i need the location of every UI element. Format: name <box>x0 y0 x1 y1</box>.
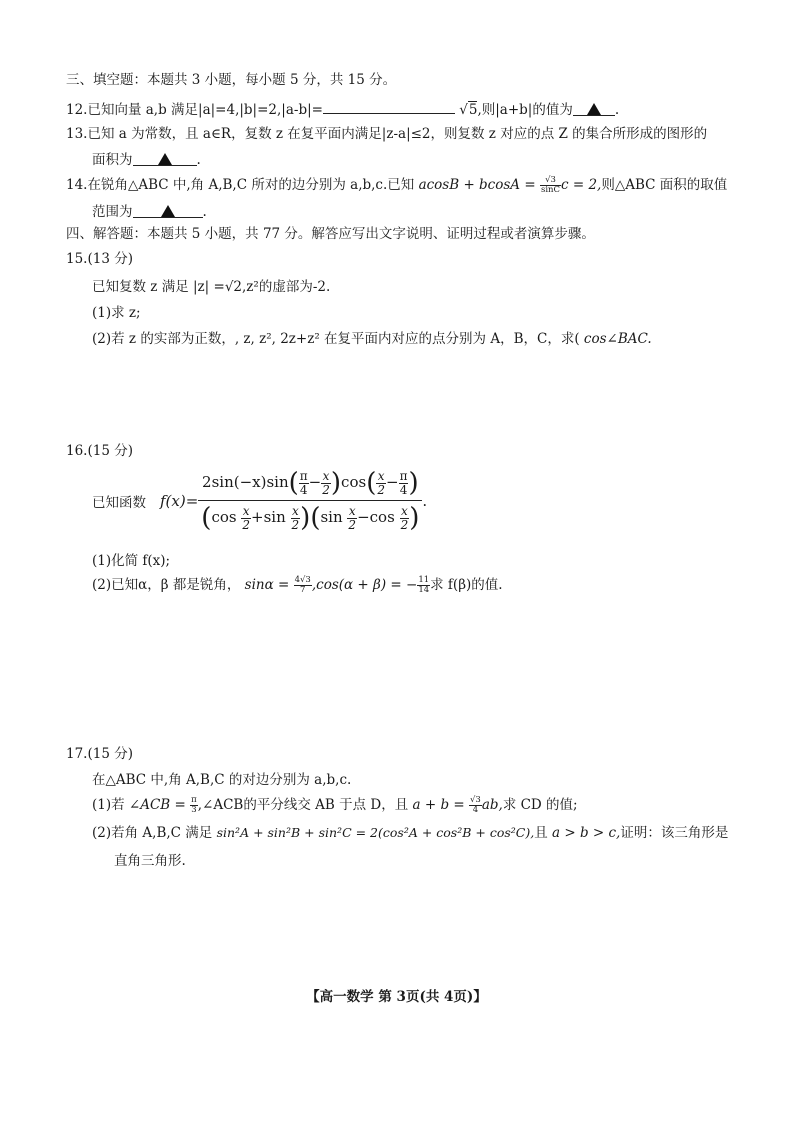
q16-cos-sum: ,cos(α + β) = − <box>311 577 418 593</box>
q16-four: 4 <box>299 482 308 497</box>
q17-frac-2-num: √3 <box>470 795 481 805</box>
q16-header: 16.(15 分) <box>66 443 133 459</box>
q16-two-2: 2 <box>377 482 385 497</box>
q12-end: . <box>614 102 620 118</box>
q13-line-1: 13.已知 a 为常数，且 a∈R，复数 z 在复平面内满足|z-a|≤2，则复数 z 对应的点 Z 的集合所形成的图形的 <box>66 126 708 142</box>
q14-answer-blank[interactable] <box>133 203 203 218</box>
q17-ab: ab, <box>481 797 503 813</box>
q16-part-1: (1)化简 f(x); <box>92 553 171 569</box>
q16-pi: π <box>299 468 308 483</box>
q16-end: . <box>422 491 428 510</box>
q15-part-2-formula: cos∠BAC. <box>583 331 652 347</box>
q14-fraction <box>540 176 561 195</box>
q15-part-2 <box>92 330 652 348</box>
q17-part-2-tail: 证明：该三角形是 <box>620 825 729 841</box>
q16-den-sin: sin <box>263 508 286 526</box>
q16-num-text: 2sin(−x)sin <box>202 473 289 491</box>
q16-x-6: x <box>400 503 408 518</box>
q16-fx: f(x)= <box>160 491 199 510</box>
q13-line-2 <box>92 151 201 169</box>
q16-den-sin-2: sin <box>320 508 343 526</box>
q16-minus: − <box>308 473 322 491</box>
q16-x-2: x <box>377 468 385 483</box>
q16-part-2-text: (2)已知α，β 都是锐角， <box>92 577 241 593</box>
q16-den-cos-2: cos <box>369 508 395 526</box>
q14-frac-num: √3 <box>540 176 561 186</box>
q14-line-2 <box>92 203 207 221</box>
q17-trig-equation: sin²A + sin²B + sin²C = 2(cos²A + cos²B + cos²C), <box>216 825 535 840</box>
q17-frac-1-num: π <box>191 795 197 805</box>
q16-minus-3: − <box>357 508 370 526</box>
q17-frac-2 <box>469 796 482 815</box>
q16-two-5: 2 <box>348 517 357 532</box>
q13-line-2-text: 面积为 <box>92 152 133 168</box>
q17-header: 17.(15 分) <box>66 746 133 762</box>
q16-frac-2 <box>417 576 430 595</box>
q17-angle-acb: ∠ACB = <box>128 797 186 813</box>
q16-minus-2: − <box>385 473 399 491</box>
q14-formula-left: acosB + bcosA = <box>418 177 536 193</box>
triangle-marker-icon <box>161 205 175 217</box>
section-4-title: 四、解答题：本题共 5 小题，共 77 分。解答应写出文字说明、证明过程或者演算步骤。 <box>66 226 595 242</box>
q15-stem-b: ,z²的虚部为-2. <box>242 279 331 295</box>
q16-x-4: x <box>291 503 299 518</box>
q12-lead: 12.已知向量 a,b 满足|a|=4,|b|=2,|a-b|= <box>66 102 323 118</box>
q17-part-1-mid: ,∠ACB的平分线交 AB 于点 D，且 <box>197 797 409 813</box>
q16-two: 2 <box>322 482 330 497</box>
q12-blank-1[interactable] <box>323 99 455 114</box>
q16-function <box>92 468 427 533</box>
q14-line-2-text: 范围为 <box>92 204 133 220</box>
q17-frac-1 <box>190 796 198 815</box>
q16-two-4: 2 <box>291 517 300 532</box>
q17-frac-2-den: 4 <box>472 805 479 815</box>
q16-frac-2-den: 14 <box>418 585 430 595</box>
q17-inequality: a > b > c, <box>552 825 621 841</box>
q12-answer-blank[interactable] <box>573 101 615 116</box>
q12-tail: ,则|a+b|的值为 <box>477 102 573 118</box>
q14-frac-den: sinC <box>540 185 561 195</box>
q13-answer-blank[interactable] <box>133 151 197 166</box>
q15-stem-a: 已知复数 z 满足 <box>92 279 189 295</box>
q17-part-2 <box>92 824 728 842</box>
q16-stem: 已知函数 <box>92 494 146 511</box>
q17-part-2-and: 且 <box>534 825 548 841</box>
q12-sqrt: √ <box>459 102 468 118</box>
q17-part-1-tail: 求 CD 的值; <box>502 797 578 813</box>
q16-x-5: x <box>348 503 356 518</box>
q16-x: x <box>322 468 330 483</box>
q16-num-cos: cos <box>341 473 367 491</box>
q14-lead: 14.在锐角△ABC 中,角 A,B,C 所对的边分别为 a,b,c.已知 <box>66 177 415 193</box>
q17-part-1 <box>92 792 578 818</box>
q16-denominator: (cos $\frac{x}{2}$ +sin $\frac{x}{2}$ )(sin $\frac{x}{2}$ −cos $\frac{x}{2}$ ) <box>201 503 420 533</box>
q14-formula-right: c = 2, <box>561 177 602 193</box>
q16-frac-1 <box>294 576 312 595</box>
q16-four-2: 4 <box>399 482 408 497</box>
q15-abs-z: |z| = <box>193 279 225 295</box>
q13-end: . <box>196 152 201 168</box>
q17-stem: 在△ABC 中,角 A,B,C 的对边分别为 a,b,c. <box>92 772 352 788</box>
section-3-title: 三、填空题：本题共 3 小题，每小题 5 分，共 15 分。 <box>66 72 397 88</box>
q16-x-3: x <box>242 503 250 518</box>
q16-frac-2-num: 11 <box>418 575 430 585</box>
q12-sqrt-arg: 5 <box>468 102 478 118</box>
q16-big-fraction <box>198 468 422 533</box>
q16-sin-alpha: sinα = <box>244 577 290 593</box>
q14-tail: 则△ABC 面积的取值 <box>601 177 728 193</box>
q16-frac-1-num: 4√3 <box>294 575 311 585</box>
q16-part-2-tail: 求 f(β)的值. <box>430 577 503 593</box>
triangle-marker-icon <box>158 153 172 165</box>
q15-header: 15.(13 分) <box>66 251 133 267</box>
q16-numerator: 2sin(−x)sin( $\frac{\pi}{4}$ − $\frac{x}{2}$ )cos( $\frac{x}{2}$ − $\frac{\pi}{4}$ ) <box>198 468 422 501</box>
q16-two-3: 2 <box>242 517 251 532</box>
q15-part-2-text: (2)若 z 的实部为正数，, z, z², 2z+z² 在复平面内对应的点分别为 A，B，C，求( <box>92 331 580 347</box>
q16-pi-2: π <box>399 468 408 483</box>
question-14 <box>66 174 727 196</box>
q16-den-cos: cos <box>211 508 237 526</box>
page-footer: 【高一数学 第 3页(共 4页)】 <box>306 989 487 1005</box>
q15-stem <box>92 278 330 296</box>
q16-part-2 <box>92 572 503 598</box>
q16-frac-1-den: 7 <box>300 585 306 595</box>
q17-part-2-lead: (2)若角 A,B,C 满足 <box>92 825 213 841</box>
q16-plus: + <box>251 508 264 526</box>
triangle-marker-icon <box>587 103 601 115</box>
q15-part-1: (1)求 z; <box>92 305 141 321</box>
q15-sqrt2: √2 <box>224 279 243 295</box>
q17-a-plus-b: a + b = <box>412 797 465 813</box>
q17-part-1-lead: (1)若 <box>92 797 125 813</box>
q16-two-6: 2 <box>400 517 409 532</box>
q14-end: . <box>202 204 207 220</box>
q17-part-2-line-2: 直角三角形. <box>114 853 186 869</box>
question-12 <box>66 99 619 119</box>
q17-frac-1-den: 3 <box>191 805 197 815</box>
